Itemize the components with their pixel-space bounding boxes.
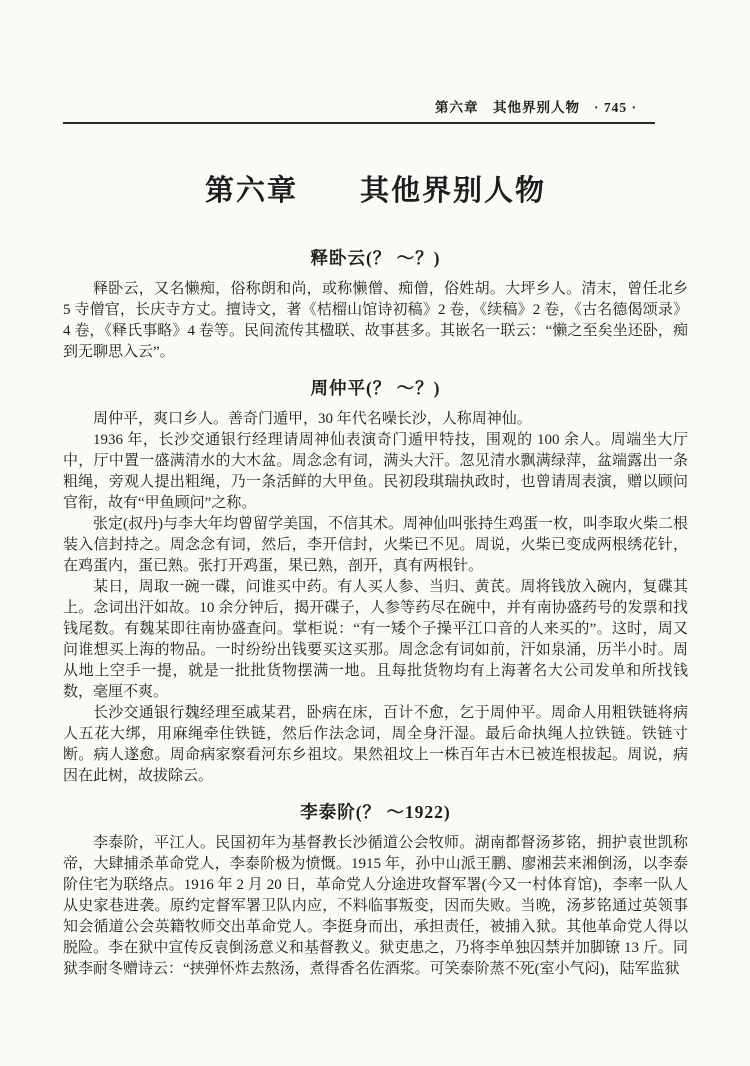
paragraph: 释卧云，又名懒痴，俗称朗和尚，或称懒僧、痴僧，俗姓胡。大坪乡人。清末，曾任北乡 5 寺僧官，长庆寺方丈。擅诗文，著《桔榴山馆诗初稿》2 卷，《续稿》2 卷，《古名德偈颂录》4 卷，《释氏事略》4 卷等。民间流传其楹联、故事甚多。其嵌名一联云：“懒之至矣坐还卧，痴到无聊思入云”。 — [63, 281, 688, 360]
paragraph: 周仲平，爽口乡人。善奇门遁甲，30 年代名噪长沙，人称周神仙。 — [93, 411, 532, 427]
section-heading-shiwoyun: 释卧云(？ ～？) — [310, 248, 441, 268]
paragraph: 长沙交通银行魏经理至戚某君，卧病在床，百计不愈，乞于周仲平。周命人用粗铁链将病人五花大绑，用麻绳牵住铁链，然后作法念词，周全身汗湿。最后命执绳人拉铁链。铁链寸断。病人遂愈。周命病家察看河东乡祖坟。果然祖坟上一株百年古木已被连根拔起。周说，病因在此树，故拔除云。 — [63, 705, 688, 784]
page-number: · 745 · — [593, 100, 637, 115]
section-heading-litaijie: 李泰阶(？ ～1922) — [300, 802, 451, 822]
running-header — [63, 96, 651, 116]
paragraph: 张定(叔丹)与李大年均曾留学美国，不信其术。周神仙叫张持生鸡蛋一枚，叫李取火柴二根装入信封持之。周念念有词，然后，李开信封，火柴已不见。周说，火柴已变成两根绣花针，在鸡蛋内，蛋已熟。张打开鸡蛋，果已熟，剖开，真有两根针。 — [63, 516, 688, 574]
section-heading-zhouzhongping: 周仲平(？ ～？) — [310, 378, 441, 398]
header-rule — [63, 122, 655, 124]
paragraph: 李泰阶，平江人。民国初年为基督教长沙循道公会牧师。湖南都督汤芗铭，拥护袁世凯称帝，大肆捕杀革命党人，李泰阶极为愤慨。1915 年，孙中山派王鹏、廖湘芸来湘倒汤，以李泰阶住宅为联络点。1916 年 2 月 20 日，革命党人分途进攻督军署(今又一村体育馆)，李率一队人从史家巷进袭。原约定督军署卫队内应，不料临事叛变，因而失败。当晚，汤芗铭通过英领事知会循道公会英籍牧师交出革命党人。李挺身而出，承担责任，被捕入狱。其他革命党人得以脱险。李在狱中宣传反袁倒汤意义和基督教义。狱吏患之，乃将李单独囚禁并加脚镣 13 斤。同狱李耐冬赠诗云：“挟弹怀炸去熬汤，煮得香名佐酒浆。可笑泰阶蒸不死(室小气闷)，陆军监狱 — [63, 835, 688, 977]
paragraph: 1936 年，长沙交通银行经理请周神仙表演奇门遁甲特技，围观的 100 余人。周端坐大厅中，厅中置一盛满清水的大木盆。周念念有词，满头大汗。忽见清水飘满绿萍，盆端露出一条粗绳，旁观人提出粗绳，乃一条活鲜的大甲鱼。民初段琪瑞执政时，也曾请周表演，赠以顾问官衔，故有“甲鱼顾问”之称。 — [63, 432, 688, 511]
running-title: 第六章 其他界别人物 — [434, 100, 580, 115]
paragraph: 某日，周取一碗一碟，问谁买中药。有人买人参、当归、黄芪。周将钱放入碗内，复碟其上。念词出汗如故。10 余分钟后，揭开碟子，人参等药尽在碗中，并有南协盛药号的发票和找钱尾数。有魏某即往南协盛查问。掌柜说：“有一矮个子操平江口音的人来买的”。这时，周又问谁想买上海的物品。一时纷纷出钱要买这买那。周念念有词如前，汗如泉涌，历半小时。周从地上空手一提，就是一批批货物摆满一地。且每批货物均有上海著名大公司发单和所找钱数，毫厘不爽。 — [63, 579, 688, 700]
page-content — [63, 170, 688, 980]
chapter-title: 第六章 其他界别人物 — [204, 175, 546, 207]
